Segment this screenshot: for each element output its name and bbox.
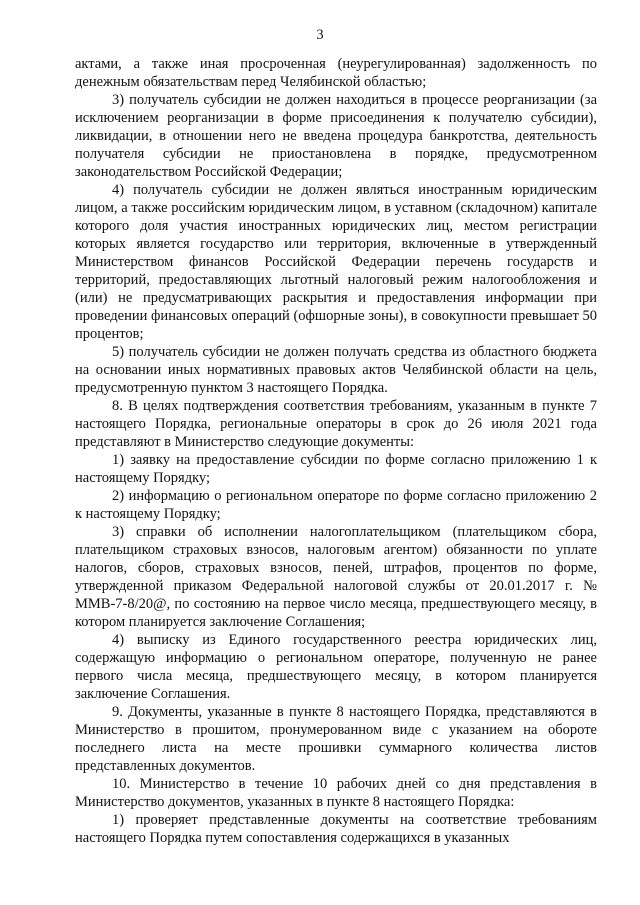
paragraph-item-5-other-funds: 5) получатель субсидии не должен получать средства из областного бюджета на основании иных нормативных правовых актов Челябинской области на цель, предусмотренную пунктом 3 настоящего Порядка. xyxy=(75,344,597,396)
paragraph-clause-8-item-1: 1) заявку на предоставление субсидии по форме согласно приложению 1 к настоящему Порядку; xyxy=(75,452,597,486)
paragraph-clause-10: 10. Министерство в течение 10 рабочих дней со дня представления в Министерство документов, указанных в пункте 8 настоящего Порядка: xyxy=(75,776,597,810)
paragraph-item-4-foreign-entity: 4) получатель субсидии не должен являться иностранным юридическим лицом, а также российским юридическим лицом, в уставном (складочном) капитале которого доля участия иностранных юридических лиц, местом регистрации которых является государство или территория, включенные в утвержденный Министерством финансов Российской Федерации перечень государств и территорий, предоставляющих льготный налоговый режим налогообложения и (или) не предусматривающих раскрытия и предоставления информации при проведении финансовых операций (офшорные зоны), в совокупности превышает 50 процентов; xyxy=(75,182,597,342)
document-body xyxy=(75,55,597,847)
paragraph-clause-9: 9. Документы, указанные в пункте 8 настоящего Порядка, представляются в Министерство в прошитом, пронумерованном виде с указанием на обороте последнего листа на месте прошивки суммарного количества листов представленных документов. xyxy=(75,704,597,774)
paragraph-clause-8-item-2: 2) информацию о региональном операторе по форме согласно приложению 2 к настоящему Порядку; xyxy=(75,488,597,522)
page-number: 3 xyxy=(316,27,324,43)
paragraph-clause-8-item-4: 4) выписку из Единого государственного реестра юридических лиц, содержащую информацию о региональном операторе, полученную не ранее первого числа месяца, предшествующего месяцу, в котором планируется заключение Соглашения. xyxy=(75,632,597,702)
paragraph-continuation: актами, а также иная просроченная (неурегулированная) задолженность по денежным обязательствам перед Челябинской областью; xyxy=(75,56,597,90)
paragraph-clause-8-item-3: 3) справки об исполнении налогоплательщиком (плательщиком сбора, плательщиком страховых взносов, налоговым агентом) обязанности по уплате налогов, сборов, страховых взносов, пеней, штрафов, процентов по форме, утвержденной приказом Федеральной налоговой службы от 20.01.2017 г. № ММВ-7-8/20@, по состоянию на первое число месяца, предшествующего месяцу, в котором планируется заключение Соглашения; xyxy=(75,524,597,630)
paragraph-item-3-reorganization: 3) получатель субсидии не должен находиться в процессе реорганизации (за исключением реорганизации в форме присоединения к получателю субсидии), ликвидации, в отношении него не введена процедура банкротства, деятельность получателя субсидии не приостановлена в порядке, предусмотренном законодательством Российской Федерации; xyxy=(75,92,597,180)
paragraph-clause-10-item-1: 1) проверяет представленные документы на соответствие требованиям настоящего Порядка путем сопоставления содержащихся в указанных xyxy=(75,812,597,846)
paragraph-clause-8: 8. В целях подтверждения соответствия требованиям, указанным в пункте 7 настоящего Порядка, региональные операторы в срок до 26 июля 2021 года представляют в Министерство следующие документы: xyxy=(75,398,597,450)
